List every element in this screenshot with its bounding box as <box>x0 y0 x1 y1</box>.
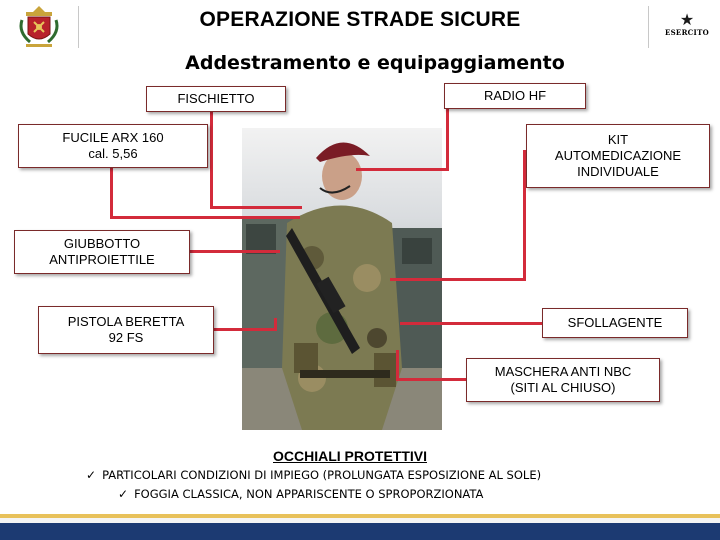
label-pistola-line2: 92 FS <box>108 330 144 345</box>
label-maschera-line2: (SITI AL CHIUSO) <box>510 380 616 395</box>
label-pistola <box>38 306 214 354</box>
check-icon: ✓ <box>86 468 97 482</box>
label-radio-hf <box>444 83 586 109</box>
label-kit <box>526 124 710 188</box>
connector-giubbotto <box>190 250 280 253</box>
label-pistola-line1: PISTOLA BERETTA <box>67 314 185 329</box>
connector-pistola <box>214 328 276 331</box>
connector-fucile <box>110 216 300 219</box>
connector-radio <box>356 168 449 171</box>
page-title: OPERAZIONE STRADE SICURE <box>199 8 521 31</box>
army-emblem-logo <box>14 4 64 50</box>
label-fischietto <box>146 86 286 112</box>
connector-fucile <box>110 168 113 218</box>
connector-fischietto <box>210 108 213 208</box>
label-kit-line3: INDIVIDUALE <box>577 164 659 179</box>
check-icon: ✓ <box>118 487 129 501</box>
connector-kit <box>390 278 526 281</box>
connector-pistola <box>274 318 277 331</box>
bullet-item <box>118 487 483 501</box>
label-maschera-line1: MASCHERA ANTI NBC <box>494 364 632 379</box>
esercito-logo-text: ESERCITO <box>664 28 710 37</box>
header-divider-left <box>78 6 79 48</box>
label-maschera <box>466 358 660 402</box>
label-fischietto-text: FISCHIETTO <box>177 91 255 106</box>
header-divider-right <box>648 6 649 48</box>
label-fucile-line2: cal. 5,56 <box>88 146 138 161</box>
esercito-logo <box>657 12 717 44</box>
connector-fischietto <box>210 206 302 209</box>
footer-band <box>0 514 720 540</box>
connector-maschera <box>396 350 399 380</box>
bullet-text: PARTICOLARI CONDIZIONI DI IMPIEGO (PROLUNGATA ESPOSIZIONE AL SOLE) <box>102 468 542 482</box>
connector-maschera <box>396 378 468 381</box>
label-radio-hf-text: RADIO HF <box>483 88 547 103</box>
page-subtitle: Addestramento e equipaggiamento <box>185 52 565 74</box>
label-fucile-line1: FUCILE ARX 160 <box>62 130 164 145</box>
label-fucile <box>18 124 208 168</box>
bullet-text: FOGGIA CLASSICA, NON APPARISCENTE O SPROPORZIONATA <box>134 487 484 501</box>
label-sfollagente-text: SFOLLAGENTE <box>567 315 663 330</box>
label-giubbotto <box>14 230 190 274</box>
label-kit-line2: AUTOMEDICAZIONE <box>554 148 682 163</box>
goggles-heading: OCCHIALI PROTETTIVI <box>273 448 427 464</box>
label-sfollagente <box>542 308 688 338</box>
bullet-item <box>86 468 541 482</box>
connector-radio <box>446 100 449 170</box>
label-giubbotto-line2: ANTIPROIETTILE <box>49 252 155 267</box>
label-kit-line1: KIT <box>607 132 629 147</box>
connector-sfollagente <box>400 322 544 325</box>
star-icon: ★ <box>679 10 695 29</box>
label-giubbotto-line1: GIUBBOTTO <box>63 236 141 251</box>
